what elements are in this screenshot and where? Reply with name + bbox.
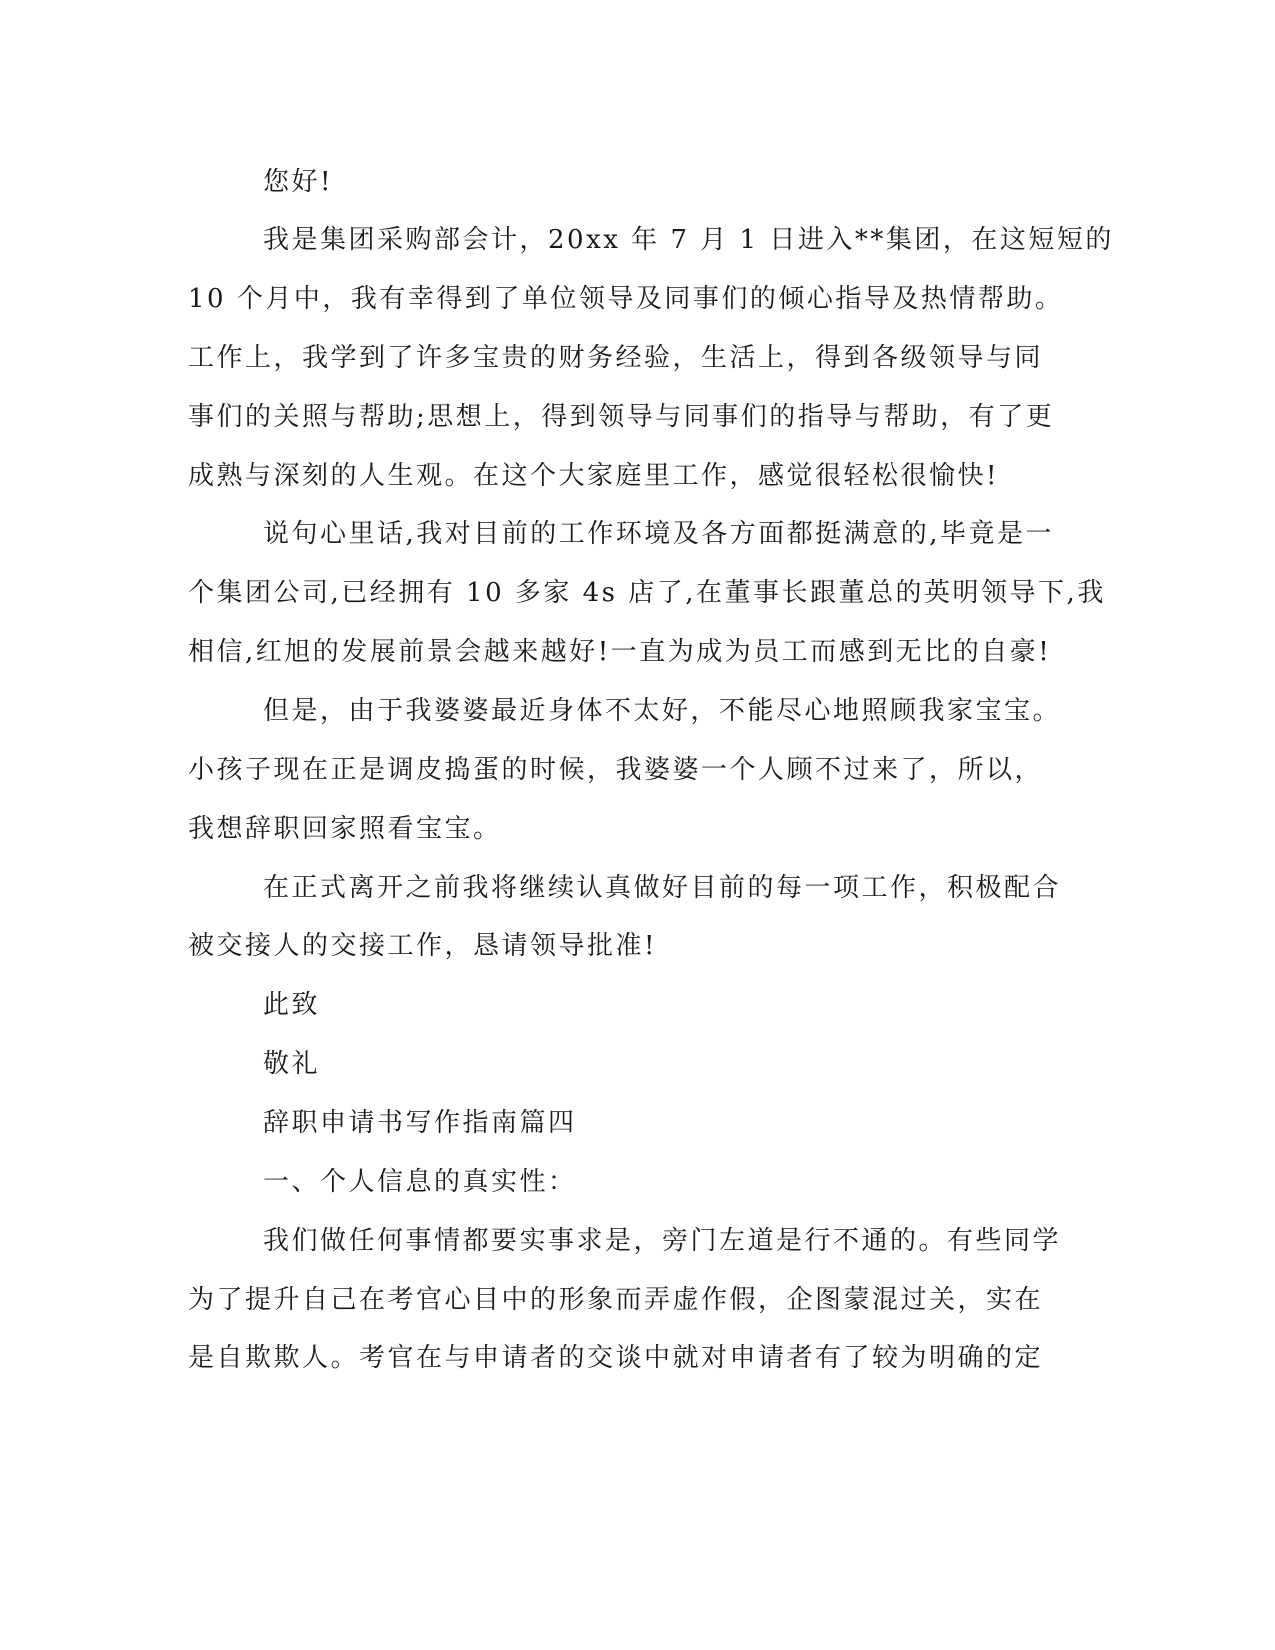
closing-regards: 敬礼: [263, 1049, 321, 1079]
paragraph-intro-line: 10 个月中，我有幸得到了单位领导及同事们的倾心指导及热情帮助。: [188, 284, 1064, 314]
closing-salutation: 此致: [263, 990, 321, 1020]
section-title: 辞职申请书写作指南篇四: [263, 1108, 577, 1138]
paragraph-satisfaction-line: 相信,红旭的发展前景会越来越好!一直为成为员工而感到无比的自豪!: [188, 637, 1052, 667]
paragraph-handover-line: 被交接人的交接工作，恳请领导批准!: [188, 931, 657, 961]
paragraph-intro-line: 成熟与深刻的人生观。在这个大家庭里工作，感觉很轻松很愉快!: [188, 461, 999, 491]
paragraph-intro-line: 事们的关照与帮助;思想上，得到领导与同事们的指导与帮助，有了更: [188, 402, 1055, 432]
paragraph-reason-line: 但是，由于我婆婆最近身体不太好，不能尽心地照顾我家宝宝。: [263, 696, 1062, 726]
guide-paragraph-line: 为了提升自己在考官心目中的形象而弄虚作假，企图蒙混过关，实在: [188, 1285, 1044, 1315]
paragraph-handover-line: 在正式离开之前我将继续认真做好目前的每一项工作，积极配合: [263, 873, 1062, 903]
guide-paragraph-line: 我们做任何事情都要实事求是，旁门左道是行不通的。有些同学: [263, 1226, 1062, 1256]
paragraph-intro-line: 工作上，我学到了许多宝贵的财务经验，生活上，得到各级领导与同: [188, 343, 1044, 373]
paragraph-satisfaction-line: 说句心里话,我对目前的工作环境及各方面都挺满意的,毕竟是一: [263, 519, 1055, 549]
subheading: 一、个人信息的真实性：: [263, 1167, 577, 1197]
paragraph-reason-line: 小孩子现在正是调皮捣蛋的时候，我婆婆一个人顾不过来了，所以，: [188, 755, 1044, 785]
paragraph-reason-line: 我想辞职回家照看宝宝。: [188, 814, 502, 844]
paragraph-intro-line: 我是集团采购部会计，20xx 年 7 月 1 日进入**集团，在这短短的: [263, 225, 1114, 255]
greeting: 您好!: [263, 167, 333, 197]
guide-paragraph-line: 是自欺欺人。考官在与申请者的交谈中就对申请者有了较为明确的定: [188, 1343, 1044, 1373]
paragraph-satisfaction-line: 个集团公司,已经拥有 10 多家 4s 店了,在董事长跟董总的英明领导下,我: [188, 578, 1106, 608]
